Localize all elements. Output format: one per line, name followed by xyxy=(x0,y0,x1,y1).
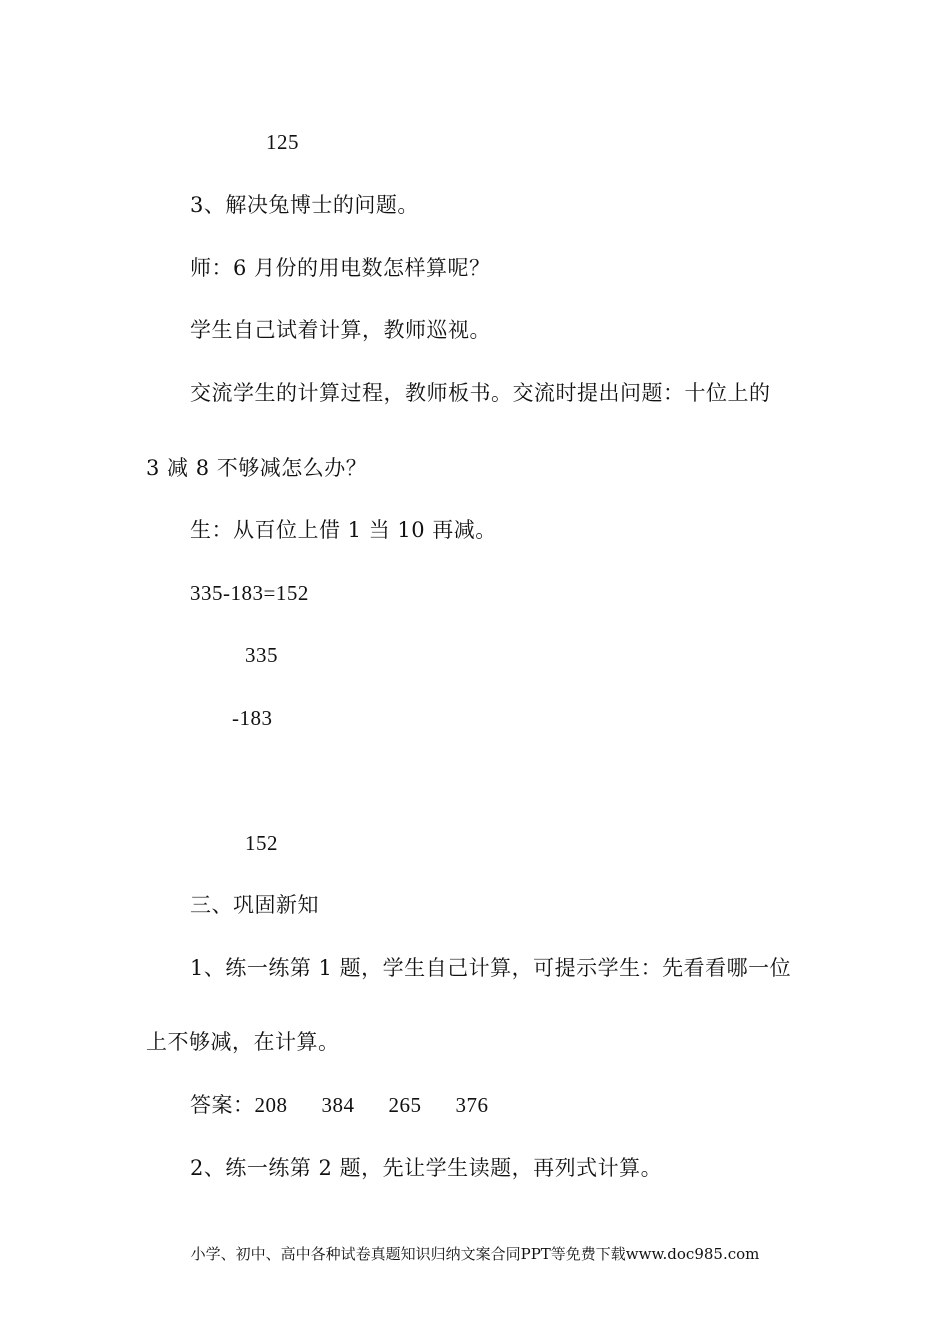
exercise-1: 1、练一练第 1 题，学生自己计算，可提示学生：先看看哪一位 xyxy=(190,956,792,980)
answer-3: 265 xyxy=(388,1093,422,1117)
vertical-calc-subtrahend: -183 xyxy=(232,706,273,730)
page-footer: 小学、初中、高中各种试卷真题知识归纳文案合同PPT等免费下载www.doc985.com xyxy=(190,1245,760,1263)
answer-2: 384 xyxy=(321,1093,355,1117)
exercise-2: 2、练一练第 2 题，先让学生读题，再列式计算。 xyxy=(190,1156,663,1180)
student-answer: 生：从百位上借 1 当 10 再减。 xyxy=(190,518,497,542)
teacher-question: 师：6 月份的用电数怎样算呢？ xyxy=(190,256,491,280)
answers-label: 答案： xyxy=(190,1093,255,1117)
paragraph-students-try: 学生自己试着计算，教师巡视。 xyxy=(190,318,491,342)
section-heading-consolidate: 三、巩固新知 xyxy=(190,893,319,917)
section-heading-step3: 3、解决兔博士的问题。 xyxy=(190,193,419,217)
answers-line xyxy=(190,1092,489,1118)
answer-1: 208 xyxy=(254,1093,288,1117)
answer-4: 376 xyxy=(455,1093,489,1117)
vertical-calc-minuend: 335 xyxy=(245,643,278,667)
equation: 335-183=152 xyxy=(190,581,309,605)
exercise-1-cont: 上不够减，在计算。 xyxy=(146,1030,340,1054)
vertical-calc-result-prev: 125 xyxy=(266,130,299,154)
vertical-calc-result: 152 xyxy=(245,831,278,855)
paragraph-exchange-cont: 3 减 8 不够减怎么办？ xyxy=(146,456,368,480)
paragraph-exchange: 交流学生的计算过程，教师板书。交流时提出问题：十位上的 xyxy=(190,381,771,405)
